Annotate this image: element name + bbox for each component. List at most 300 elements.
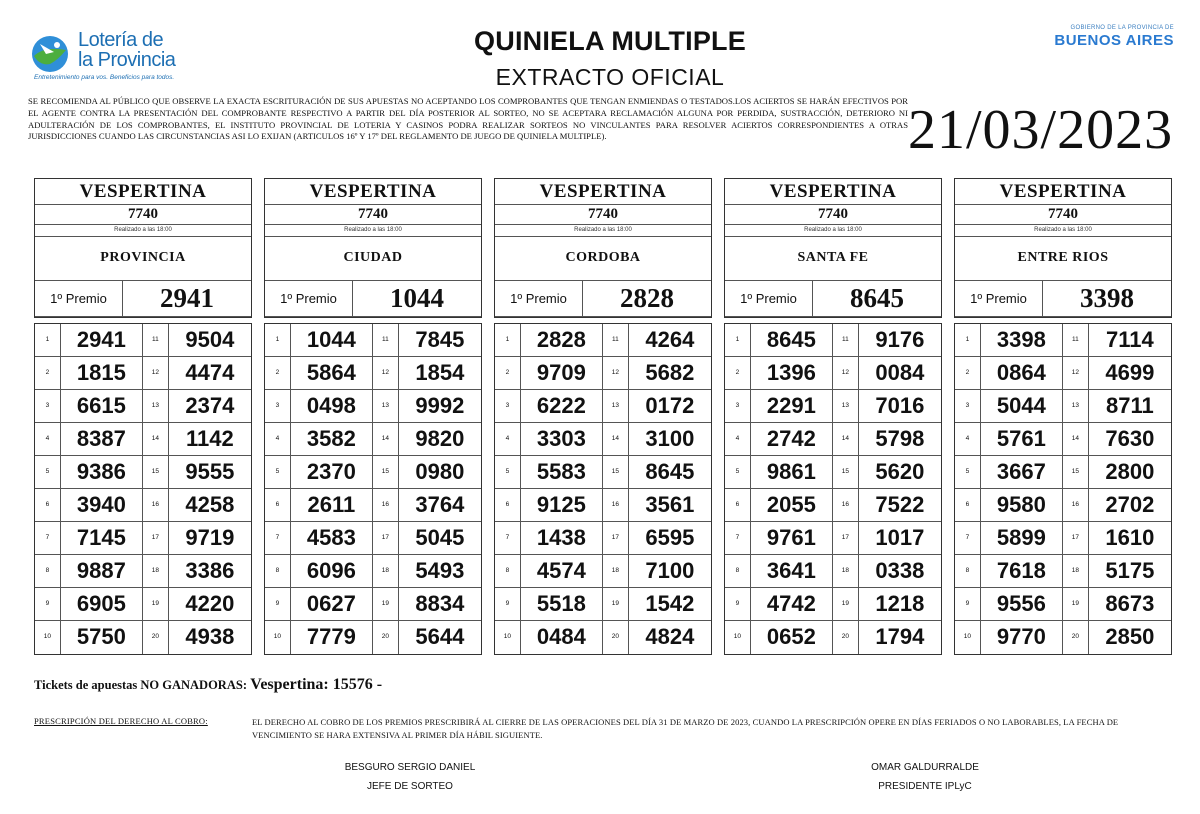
table-row (265, 324, 481, 357)
position-index: 8 (725, 555, 751, 587)
result-number: 8834 (415, 591, 465, 616)
jurisdiction-name: CIUDAD (265, 237, 481, 281)
result-number: 5620 (875, 459, 925, 484)
result-number: 7618 (981, 555, 1063, 587)
position-index: 9 (955, 588, 981, 620)
result-number: 4938 (185, 624, 235, 649)
first-prize-value: 1044 (390, 283, 444, 313)
position-index: 20 (603, 621, 629, 654)
signature-right-title: PRESIDENTE IPLyC (878, 781, 972, 792)
position-index: 18 (603, 555, 629, 587)
session-name: VESPERTINA (35, 179, 251, 205)
legal-notice: SE RECOMIENDA AL PÚBLICO QUE OBSERVE LA EXACTA ESCRITURACIÓN DE SUS APUESTAS NO ACEPTANDO LOS COMPROBANTES QUE TENGAN ENMIENDAS O TESTADOS.LOS ACIERTOS SE HARÁN EFECTIVOS POR EL AGENTE CONTRA LA PRESENTACIÓN DEL COMPROBANTE RESPECTIVO A PARTIR DEL DÍA POSTERIOR AL SORTEO, NO SE ACEPTARA RECLAMACIÓN ALGUNA POR PERDIDA, SUSTRACCIÓN, DETERIORO NI ADULTERACIÓN DE LOS COMPROBANTES, EL INSTITUTO PROVINCIAL DE LOTERIA Y CASINOS PODRA REALIZAR SORTEOS NO VINCULANTES PARA RESOLVER ACIERTOS CORRESPONDIENTES A OTRAS JURISDICCIONES CUANDO LAS CIRCUNSTANCIAS ASI LO EXIJAN (ARTICULOS 16º Y 17º DEL REGLAMENTO DE JUEGO DE QUINIELA MULTIPLE). (28, 96, 908, 142)
column-header-box (954, 178, 1172, 318)
table-row (725, 456, 941, 489)
result-number: 2800 (1105, 459, 1155, 484)
table-row (955, 489, 1171, 522)
table-row (265, 555, 481, 588)
position-index: 9 (35, 588, 61, 620)
position-index: 10 (265, 621, 291, 654)
position-index: 1 (495, 324, 521, 356)
table-row (725, 555, 941, 588)
result-number: 9555 (185, 459, 235, 484)
position-index: 2 (35, 357, 61, 389)
position-index: 15 (1063, 456, 1089, 488)
position-index: 6 (495, 489, 521, 521)
result-number: 9556 (981, 588, 1063, 620)
position-index: 10 (35, 621, 61, 654)
column-header-box (34, 178, 252, 318)
first-prize-label: 1º Premio (725, 281, 813, 316)
results-column-santa-fe (724, 178, 942, 655)
position-index: 8 (495, 555, 521, 587)
result-number: 4742 (751, 588, 833, 620)
table-row (265, 522, 481, 555)
result-number: 1218 (875, 591, 925, 616)
result-number: 9386 (61, 456, 143, 488)
position-index: 14 (143, 423, 169, 455)
results-grid (264, 323, 482, 655)
position-index: 3 (955, 390, 981, 422)
table-row (495, 588, 711, 621)
position-index: 4 (955, 423, 981, 455)
result-number: 2611 (291, 489, 373, 521)
result-number: 1017 (875, 525, 925, 550)
position-index: 11 (143, 324, 169, 356)
result-number: 0084 (875, 360, 925, 385)
result-number: 9580 (981, 489, 1063, 521)
result-number: 4264 (645, 327, 695, 352)
position-index: 7 (265, 522, 291, 554)
first-prize-label: 1º Premio (955, 281, 1043, 316)
table-row (495, 456, 711, 489)
jurisdiction-name: PROVINCIA (35, 237, 251, 281)
result-number: 7114 (1106, 327, 1154, 352)
position-index: 6 (35, 489, 61, 521)
result-number: 9770 (981, 621, 1063, 654)
logo-tagline: Entretenimiento para vos. Beneficios para todos. (34, 74, 175, 81)
first-prize-row (265, 281, 481, 317)
result-number: 3582 (291, 423, 373, 455)
table-row (265, 456, 481, 489)
table-row (495, 423, 711, 456)
position-index: 3 (725, 390, 751, 422)
result-number: 5583 (521, 456, 603, 488)
position-index: 11 (603, 324, 629, 356)
draw-number: 7740 (955, 205, 1171, 225)
position-index: 12 (1063, 357, 1089, 389)
result-number: 6595 (645, 525, 695, 550)
first-prize-value: 2828 (620, 283, 674, 313)
position-index: 16 (1063, 489, 1089, 521)
position-index: 19 (373, 588, 399, 620)
draw-number: 7740 (725, 205, 941, 225)
position-index: 13 (373, 390, 399, 422)
result-number: 4258 (185, 492, 235, 517)
position-index: 13 (143, 390, 169, 422)
result-number: 9504 (185, 327, 235, 352)
result-number: 0172 (645, 393, 695, 418)
first-prize-value: 3398 (1080, 283, 1134, 313)
result-number: 1610 (1105, 525, 1155, 550)
position-index: 16 (373, 489, 399, 521)
results-grid (954, 323, 1172, 655)
table-row (495, 555, 711, 588)
result-number: 8673 (1105, 591, 1155, 616)
table-row (495, 522, 711, 555)
result-number: 9861 (751, 456, 833, 488)
first-prize-row (35, 281, 251, 317)
result-number: 9820 (415, 426, 465, 451)
position-index: 13 (603, 390, 629, 422)
first-prize-value: 2941 (160, 283, 214, 313)
result-number: 5493 (415, 558, 465, 583)
position-index: 12 (603, 357, 629, 389)
result-number: 0980 (415, 459, 465, 484)
position-index: 11 (833, 324, 859, 356)
result-number: 2702 (1105, 492, 1155, 517)
first-prize-label: 1º Premio (35, 281, 123, 316)
result-number: 6096 (291, 555, 373, 587)
result-number: 6905 (61, 588, 143, 620)
first-prize-value: 8645 (850, 283, 904, 313)
table-row (265, 390, 481, 423)
position-index: 9 (725, 588, 751, 620)
draw-date: 21/03/2023 (908, 99, 1174, 161)
signature-left-name: BESGURO SERGIO DANIEL (344, 762, 476, 773)
result-number: 6615 (61, 390, 143, 422)
result-number: 2291 (751, 390, 833, 422)
result-number: 5644 (415, 624, 465, 649)
table-row (955, 588, 1171, 621)
table-row (955, 357, 1171, 390)
position-index: 18 (373, 555, 399, 587)
table-row (725, 324, 941, 357)
result-number: 1794 (875, 624, 925, 649)
position-index: 18 (143, 555, 169, 587)
result-number: 4699 (1105, 360, 1155, 385)
tickets-label: Tickets de apuestas NO GANADORAS: (34, 678, 247, 692)
position-index: 5 (955, 456, 981, 488)
prescription-text: EL DERECHO AL COBRO DE LOS PREMIOS PRESCRIBIRÁ AL CIERRE DE LAS OPERACIONES DEL DÍA 31 DE MARZO DE 2023, CUANDO LA PRESCRIPCIÓN OPERE EN DÍAS FERIADOS O NO LABORABLES, LA FECHA DE VENCIMIENTO SE HARA EXTENSIVA AL PRIMER DÍA HÁBIL SIGUIENTE. (252, 717, 1119, 740)
result-number: 7845 (415, 327, 465, 352)
loteria-logo-icon (30, 34, 70, 74)
position-index: 7 (725, 522, 751, 554)
position-index: 19 (1063, 588, 1089, 620)
result-number: 3764 (415, 492, 465, 517)
position-index: 4 (35, 423, 61, 455)
position-index: 1 (955, 324, 981, 356)
result-number: 8645 (645, 459, 695, 484)
position-index: 16 (603, 489, 629, 521)
result-number: 5750 (61, 621, 143, 654)
result-number: 0484 (521, 621, 603, 654)
session-name: VESPERTINA (495, 179, 711, 205)
result-number: 1815 (61, 357, 143, 389)
first-prize-label: 1º Premio (495, 281, 583, 316)
tickets-info (34, 676, 382, 694)
result-number: 2941 (61, 324, 143, 356)
result-number: 1396 (751, 357, 833, 389)
position-index: 8 (265, 555, 291, 587)
page-subtitle: EXTRACTO OFICIAL (495, 64, 725, 90)
result-number: 4574 (521, 555, 603, 587)
result-number: 5175 (1105, 558, 1155, 583)
result-number: 9761 (751, 522, 833, 554)
result-number: 1044 (291, 324, 373, 356)
position-index: 15 (603, 456, 629, 488)
position-index: 8 (35, 555, 61, 587)
results-grid (724, 323, 942, 655)
table-row (35, 324, 251, 357)
position-index: 16 (143, 489, 169, 521)
table-row (725, 588, 941, 621)
position-index: 20 (373, 621, 399, 654)
column-header-box (264, 178, 482, 318)
result-number: 5761 (981, 423, 1063, 455)
session-name: VESPERTINA (265, 179, 481, 205)
position-index: 9 (495, 588, 521, 620)
draw-number: 7740 (265, 205, 481, 225)
table-row (955, 390, 1171, 423)
result-number: 9709 (521, 357, 603, 389)
column-header-box (724, 178, 942, 318)
result-number: 4583 (291, 522, 373, 554)
table-row (265, 489, 481, 522)
position-index: 1 (265, 324, 291, 356)
result-number: 7100 (645, 558, 695, 583)
result-number: 2742 (751, 423, 833, 455)
results-column-provincia (34, 178, 252, 655)
table-row (35, 621, 251, 654)
position-index: 7 (35, 522, 61, 554)
table-row (955, 324, 1171, 357)
position-index: 20 (833, 621, 859, 654)
position-index: 2 (265, 357, 291, 389)
result-number: 4474 (185, 360, 235, 385)
result-number: 3641 (751, 555, 833, 587)
signature-left (300, 758, 520, 796)
position-index: 14 (373, 423, 399, 455)
position-index: 19 (143, 588, 169, 620)
position-index: 14 (603, 423, 629, 455)
result-number: 2055 (751, 489, 833, 521)
session-name: VESPERTINA (955, 179, 1171, 205)
result-number: 5798 (875, 426, 925, 451)
draw-time: Realizado a las 18:00 (725, 225, 941, 237)
table-row (35, 489, 251, 522)
results-column-cordoba (494, 178, 712, 655)
result-number: 2850 (1105, 624, 1155, 649)
result-number: 0627 (291, 588, 373, 620)
result-number: 1542 (645, 591, 695, 616)
position-index: 12 (833, 357, 859, 389)
first-prize-row (955, 281, 1171, 317)
result-number: 9176 (875, 327, 925, 352)
position-index: 13 (1063, 390, 1089, 422)
result-number: 4824 (645, 624, 695, 649)
position-index: 1 (725, 324, 751, 356)
position-index: 5 (495, 456, 521, 488)
position-index: 7 (495, 522, 521, 554)
result-number: 5864 (291, 357, 373, 389)
result-number: 5518 (521, 588, 603, 620)
draw-time: Realizado a las 18:00 (495, 225, 711, 237)
position-index: 4 (725, 423, 751, 455)
signature-left-title: JEFE DE SORTEO (367, 781, 453, 792)
position-index: 4 (265, 423, 291, 455)
result-number: 5045 (415, 525, 465, 550)
table-row (35, 423, 251, 456)
table-row (955, 621, 1171, 654)
table-row (35, 555, 251, 588)
position-index: 13 (833, 390, 859, 422)
result-number: 5682 (645, 360, 695, 385)
result-number: 9125 (521, 489, 603, 521)
result-number: 7779 (291, 621, 373, 654)
jurisdiction-name: ENTRE RIOS (955, 237, 1171, 281)
table-row (725, 489, 941, 522)
table-row (955, 456, 1171, 489)
position-index: 5 (265, 456, 291, 488)
position-index: 1 (35, 324, 61, 356)
result-number: 4220 (185, 591, 235, 616)
result-number: 3303 (521, 423, 603, 455)
table-row (35, 588, 251, 621)
position-index: 2 (725, 357, 751, 389)
position-index: 11 (1063, 324, 1089, 356)
position-index: 11 (373, 324, 399, 356)
jurisdiction-name: CORDOBA (495, 237, 711, 281)
result-number: 7522 (875, 492, 925, 517)
position-index: 2 (495, 357, 521, 389)
logo-line1: Lotería de (78, 29, 164, 51)
result-number: 9887 (61, 555, 143, 587)
position-index: 3 (495, 390, 521, 422)
table-row (35, 390, 251, 423)
position-index: 20 (143, 621, 169, 654)
gov-logo (1034, 25, 1174, 49)
jurisdiction-name: SANTA FE (725, 237, 941, 281)
table-row (955, 423, 1171, 456)
position-index: 17 (603, 522, 629, 554)
position-index: 10 (955, 621, 981, 654)
position-index: 7 (955, 522, 981, 554)
draw-time: Realizado a las 18:00 (35, 225, 251, 237)
position-index: 15 (143, 456, 169, 488)
table-row (725, 390, 941, 423)
result-number: 0338 (875, 558, 925, 583)
result-number: 3667 (981, 456, 1063, 488)
table-row (265, 588, 481, 621)
position-index: 12 (373, 357, 399, 389)
signature-right-name: OMAR GALDURRALDE (871, 762, 979, 773)
first-prize-row (725, 281, 941, 317)
position-index: 3 (265, 390, 291, 422)
table-row (35, 522, 251, 555)
draw-time: Realizado a las 18:00 (955, 225, 1171, 237)
gov-logo-small: GOBIERNO DE LA PROVINCIA DE (1070, 25, 1174, 31)
result-number: 3561 (645, 492, 695, 517)
loteria-logo (30, 28, 200, 86)
tickets-value: Vespertina: 15576 - (250, 676, 383, 693)
result-number: 5044 (981, 390, 1063, 422)
position-index: 10 (725, 621, 751, 654)
position-index: 18 (1063, 555, 1089, 587)
draw-number: 7740 (495, 205, 711, 225)
position-index: 6 (265, 489, 291, 521)
position-index: 10 (495, 621, 521, 654)
result-number: 2370 (291, 456, 373, 488)
table-row (495, 621, 711, 654)
position-index: 15 (373, 456, 399, 488)
position-index: 3 (35, 390, 61, 422)
result-number: 0498 (291, 390, 373, 422)
position-index: 17 (143, 522, 169, 554)
result-number: 1438 (521, 522, 603, 554)
table-row (725, 522, 941, 555)
position-index: 6 (725, 489, 751, 521)
draw-time: Realizado a las 18:00 (265, 225, 481, 237)
first-prize-row (495, 281, 711, 317)
table-row (265, 357, 481, 390)
result-number: 2374 (185, 393, 235, 418)
result-number: 9992 (415, 393, 465, 418)
table-row (955, 555, 1171, 588)
result-number: 3940 (61, 489, 143, 521)
position-index: 12 (143, 357, 169, 389)
column-header-box (494, 178, 712, 318)
signature-right (800, 758, 1050, 796)
table-row (265, 621, 481, 654)
prescription-label: PRESCRIPCIÓN DEL DERECHO AL COBRO: (34, 716, 208, 726)
position-index: 2 (955, 357, 981, 389)
table-row (265, 423, 481, 456)
result-number: 5899 (981, 522, 1063, 554)
result-number: 3100 (645, 426, 695, 451)
first-prize-label: 1º Premio (265, 281, 353, 316)
result-number: 3386 (185, 558, 235, 583)
table-row (495, 489, 711, 522)
result-number: 8387 (61, 423, 143, 455)
result-number: 7016 (875, 393, 925, 418)
position-index: 19 (833, 588, 859, 620)
result-number: 0864 (981, 357, 1063, 389)
position-index: 17 (373, 522, 399, 554)
result-number: 0652 (751, 621, 833, 654)
position-index: 18 (833, 555, 859, 587)
table-row (35, 456, 251, 489)
position-index: 9 (265, 588, 291, 620)
position-index: 5 (725, 456, 751, 488)
result-number: 3398 (981, 324, 1063, 356)
position-index: 14 (1063, 423, 1089, 455)
results-column-entre-rios (954, 178, 1172, 655)
table-row (725, 621, 941, 654)
result-number: 7145 (61, 522, 143, 554)
position-index: 15 (833, 456, 859, 488)
position-index: 20 (1063, 621, 1089, 654)
table-row (955, 522, 1171, 555)
result-number: 1854 (415, 360, 465, 385)
result-number: 6222 (521, 390, 603, 422)
position-index: 8 (955, 555, 981, 587)
result-number: 7630 (1105, 426, 1155, 451)
position-index: 17 (1063, 522, 1089, 554)
result-number: 2828 (521, 324, 603, 356)
position-index: 4 (495, 423, 521, 455)
table-row (725, 423, 941, 456)
